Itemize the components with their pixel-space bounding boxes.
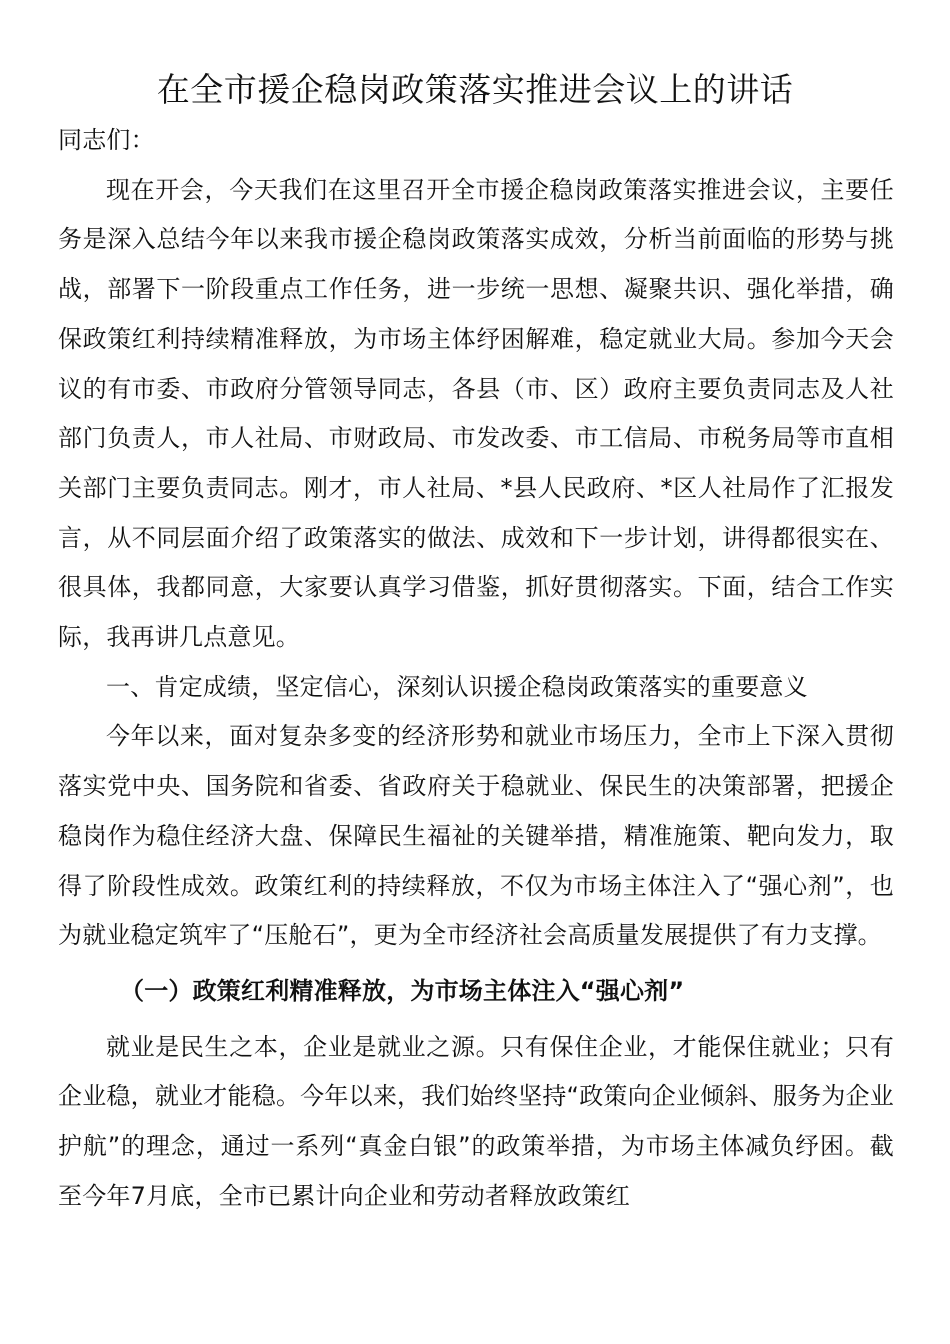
- salutation: 同志们：: [58, 126, 155, 154]
- document-body: [58, 116, 894, 1221]
- section-heading-1: 一、肯定成绩，坚定信心，深刻认识援企稳岗政策落实的重要意义: [106, 672, 808, 701]
- paragraph-subsection-1: 就业是民生之本，企业是就业之源。只有保住企业，才能保住就业；只有企业稳，就业才能稳。今年以来，我们始终坚持“政策向企业倾斜、服务为企业护航”的理念，通过一系列“真金白银”的政策举措，为市场主体减负纾困。截至今年7月底，全市已累计向企业和劳动者释放政策红: [58, 1032, 894, 1210]
- paragraph-section-1: 今年以来，面对复杂多变的经济形势和就业市场压力，全市上下深入贯彻落实党中央、国务院和省委、省政府关于稳就业、保民生的决策部署，把援企稳岗作为稳住经济大盘、保障民生福祉的关键举措，精准施策、靶向发力，取得了阶段性成效。政策红利的持续释放，不仅为市场主体注入了“强心剂”，也为就业稳定筑牢了“压舱石”，更为全市经济社会高质量发展提供了有力支撑。: [58, 722, 894, 950]
- subsection-heading-1: （一）政策红利精准释放，为市场主体注入“强心剂”: [120, 976, 685, 1005]
- paragraph-opening: 现在开会，今天我们在这里召开全市援企稳岗政策落实推进会议，主要任务是深入总结今年以来我市援企稳岗政策落实成效，分析当前面临的形势与挑战，部署下一阶段重点工作任务，进一步统一思想、凝聚共识、强化举措，确保政策红利持续精准释放，为市场主体纾困解难，稳定就业大局。参加今天会议的有市委、市政府分管领导同志，各县（市、区）政府主要负责同志及人社部门负责人，市人社局、市财政局、市发改委、市工信局、市税务局等市直相关部门主要负责同志。刚才，市人社局、*县人民政府、*区人社局作了汇报发言，从不同层面介绍了政策落实的做法、成效和下一步计划，讲得都很实在、很具体，我都同意，大家要认真学习借鉴，抓好贯彻落实。下面，结合工作实际，我再讲几点意见。: [58, 175, 894, 652]
- document-title: 在全市援企稳岗政策落实推进会议上的讲话: [156, 70, 794, 109]
